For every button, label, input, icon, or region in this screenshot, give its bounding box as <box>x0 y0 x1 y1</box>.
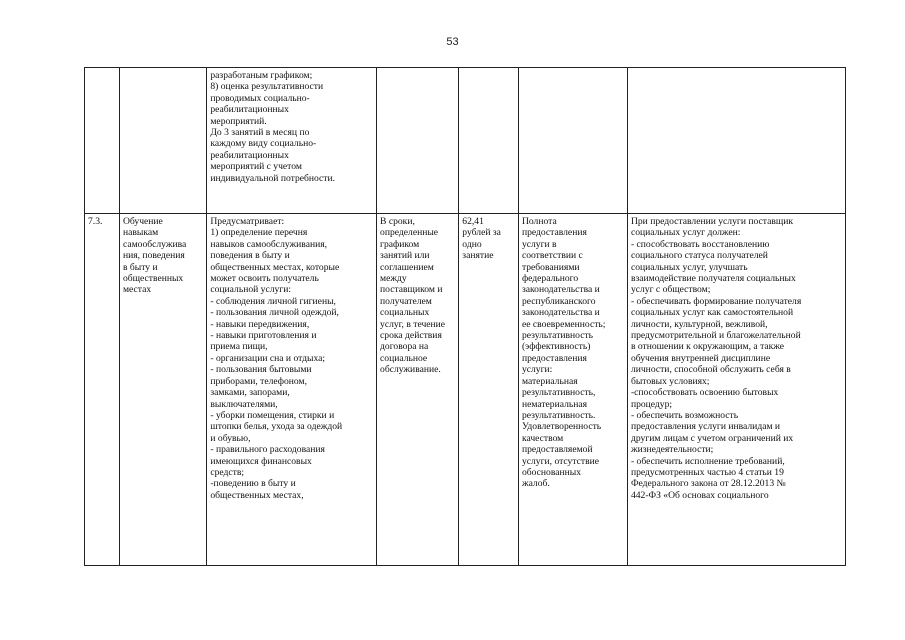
cell-quality-indicators <box>518 214 627 566</box>
cell-text-line: жалоб. <box>521 478 550 490</box>
cell-text-line: обучения внутренней дисциплине <box>630 352 771 364</box>
cell-text-line: предоставляемой <box>521 444 593 456</box>
cell-text-line: республиканского <box>521 295 596 307</box>
cell-text-line: и обувью, <box>210 432 251 444</box>
cell-text-line: соглашением <box>380 261 434 273</box>
cell-text-line: получателем <box>380 295 432 307</box>
cell-text-line: мероприятий с учетом <box>210 161 302 173</box>
cell-text-line: - способствовать восстановлению <box>630 238 770 250</box>
cell-text-line: -способствовать освоению бытовых <box>630 387 779 399</box>
table-row-7-3 <box>85 214 846 566</box>
cell-text-line: поведения в быту и <box>210 250 290 262</box>
cell-text-line: обслуживание. <box>380 364 441 376</box>
cell-text-line: - обеспечивать формирование получателя <box>630 295 802 307</box>
cell-text-line: мероприятий. <box>210 115 267 127</box>
cell-text-line: - пользования бытовыми <box>210 364 312 376</box>
cell-text-line: может освоить получатель <box>210 273 319 285</box>
cell-terms <box>377 214 459 566</box>
cell-text-line: выключателями, <box>210 398 278 410</box>
cell-text-line: социальных услуг, улучшать <box>630 261 748 273</box>
cell-terms <box>377 68 459 214</box>
services-table <box>84 67 846 566</box>
cell-text-line: 62,41 <box>462 216 484 227</box>
cell-text-line: - навыки приготовления и <box>210 330 317 342</box>
cell-text-line: в быту и <box>122 261 158 273</box>
cell-text-line: услуги в <box>521 238 557 250</box>
cell-service-name <box>119 68 206 214</box>
cell-text-line: замками, запорами, <box>210 387 290 399</box>
cell-text-line: взаимодействие получателя социальных <box>630 273 796 285</box>
cell-text-line: обоснованных <box>521 466 582 478</box>
cell-text-line: предоставления <box>521 227 587 239</box>
cell-text-line: проводимых социально- <box>210 92 310 104</box>
cell-text-line: законодательства и <box>521 284 600 296</box>
cell-conditions <box>627 68 845 214</box>
cell-number <box>85 214 120 566</box>
cell-text-line: общественных <box>122 273 184 285</box>
cell-text-line: социального статуса получателей <box>630 250 768 262</box>
cell-text-line: - организации сна и отдыха; <box>210 352 326 364</box>
cell-service-description <box>207 214 377 566</box>
cell-text-line: другим лицам с учетом ограничений их <box>630 432 794 444</box>
cell-text-line: - навыки передвижения, <box>210 318 310 330</box>
cell-text-line: Федерального закона от 28.12.2013 № <box>630 478 786 490</box>
cell-text-line: индивидуальной потребности. <box>210 172 336 184</box>
cell-text-line: Обучение <box>122 216 163 227</box>
cell-text-line: социальное <box>380 352 428 364</box>
cell-text-line: рублей за <box>462 227 501 239</box>
cell-text-line: - соблюдения личной гигиены, <box>210 295 336 307</box>
cell-text-line: между <box>380 273 407 285</box>
cell-text-line: услуг, в течение <box>380 318 446 330</box>
cell-text-line: личности, способной обслужить себя в <box>630 364 791 376</box>
cell-price <box>459 68 519 214</box>
cell-text-line: местах <box>122 284 152 296</box>
cell-text-line: (эффективность) <box>521 341 591 353</box>
cell-service-name <box>119 214 206 566</box>
cell-text-line: социальных услуг как самостоятельной <box>630 307 794 319</box>
cell-text-line: Удовлетворенность <box>521 421 602 433</box>
cell-text-line: занятий или <box>380 250 430 262</box>
cell-text-line: в отношении к окружающим, а также <box>630 341 785 353</box>
cell-text-line: определенные <box>380 227 439 239</box>
cell-text-line: разработаным графиком; <box>210 70 313 81</box>
cell-text-line: штопки белья, ухода за одеждой <box>210 421 343 433</box>
cell-text-line: процедур; <box>630 398 673 410</box>
cell-text-line: - уборки помещения, стирки и <box>210 409 335 421</box>
cell-text-line: договора на <box>380 341 429 353</box>
cell-text-line: услуг с обществом; <box>630 284 711 296</box>
cell-text-line: материальная <box>521 375 578 387</box>
cell-text-line: социальных <box>380 307 430 319</box>
cell-text-line: социальных услуг должен: <box>630 227 741 239</box>
cell-text-line: навыкам <box>122 227 159 239</box>
cell-text-line: 1) определение перечня <box>210 227 308 239</box>
cell-text-line: приема пищи, <box>210 341 268 353</box>
cell-text-line: предусмотрительной и благожелательной <box>630 330 801 342</box>
cell-text-line: социальной услуги: <box>210 284 292 296</box>
cell-text-line: каждому виду социально- <box>210 138 317 150</box>
cell-text-line: результативность <box>521 330 594 342</box>
cell-text-line: -поведению в быту и <box>210 478 296 490</box>
cell-text-line: Полнота <box>521 216 557 227</box>
cell-text-line: - обеспечить исполнение требований, <box>630 455 785 467</box>
cell-text-line: - правильного расходования <box>210 444 325 456</box>
cell-text-line: занятие <box>462 250 494 262</box>
cell-text-line: срока действия <box>380 330 442 342</box>
cell-number <box>85 68 120 214</box>
cell-text-line: соответствии с <box>521 250 583 262</box>
cell-text-line: предусмотренных частью 4 статьи 19 <box>630 466 784 478</box>
cell-text-line: средств; <box>210 466 245 478</box>
cell-text-line: реабилитационных <box>210 104 289 116</box>
cell-text-line: услуги, отсутствие <box>521 455 600 467</box>
cell-text-line: результативность, <box>521 387 596 399</box>
cell-text-line: 7.3. <box>88 216 103 227</box>
cell-text-line: При предоставлении услуги поставщик <box>630 216 794 227</box>
cell-service-description <box>207 68 377 214</box>
cell-text-line: имеющихся финансовых <box>210 455 312 467</box>
cell-text-line: услуги: <box>521 364 553 376</box>
cell-text-line: общественных местах, <box>210 489 304 501</box>
cell-text-line: предоставления <box>521 352 587 364</box>
cell-text-line: результативность. <box>521 409 596 421</box>
cell-text-line: требованиями <box>521 261 580 273</box>
cell-text-line: графиком <box>380 238 420 250</box>
cell-text-line: качеством <box>521 432 564 444</box>
cell-text-line: - обеспечить возможность <box>630 409 739 421</box>
cell-text-line: общественных местах, которые <box>210 261 340 273</box>
cell-text-line: нематериальная <box>521 398 588 410</box>
cell-text-line: приборами, телефоном, <box>210 375 308 387</box>
cell-text-line: - пользования личной одеждой, <box>210 307 339 319</box>
page-number: 53 <box>446 36 459 48</box>
cell-text-line: реабилитационных <box>210 149 289 161</box>
table-row-continued <box>85 68 846 214</box>
cell-text-line: предоставления услуги инвалидам и <box>630 421 781 433</box>
cell-text-line: ее своевременность; <box>521 318 606 330</box>
cell-text-line: поставщиком и <box>380 284 443 296</box>
cell-text-line: ния, поведения <box>122 250 185 262</box>
cell-text-line: одно <box>462 238 482 250</box>
cell-text-line: самообслужива <box>122 238 187 250</box>
cell-text-line: 442-ФЗ «Об основах социального <box>630 489 769 501</box>
cell-text-line: До 3 занятий в месяц по <box>210 127 310 139</box>
cell-quality-indicators <box>518 68 627 214</box>
cell-price <box>459 214 519 566</box>
cell-text-line: личности, культурной, вежливой, <box>630 318 768 330</box>
cell-text-line: законодательства и <box>521 307 600 319</box>
cell-text-line: Предусматривает: <box>210 216 285 227</box>
cell-text-line: жизнедеятельности; <box>630 444 714 456</box>
cell-conditions <box>627 214 845 566</box>
cell-text-line: бытовых условиях; <box>630 375 710 387</box>
cell-text-line: В сроки, <box>380 216 415 227</box>
cell-text-line: навыков самообслуживания, <box>210 238 328 250</box>
cell-text-line: федерального <box>521 273 579 285</box>
cell-text-line: 8) оценка результативности <box>210 81 324 93</box>
